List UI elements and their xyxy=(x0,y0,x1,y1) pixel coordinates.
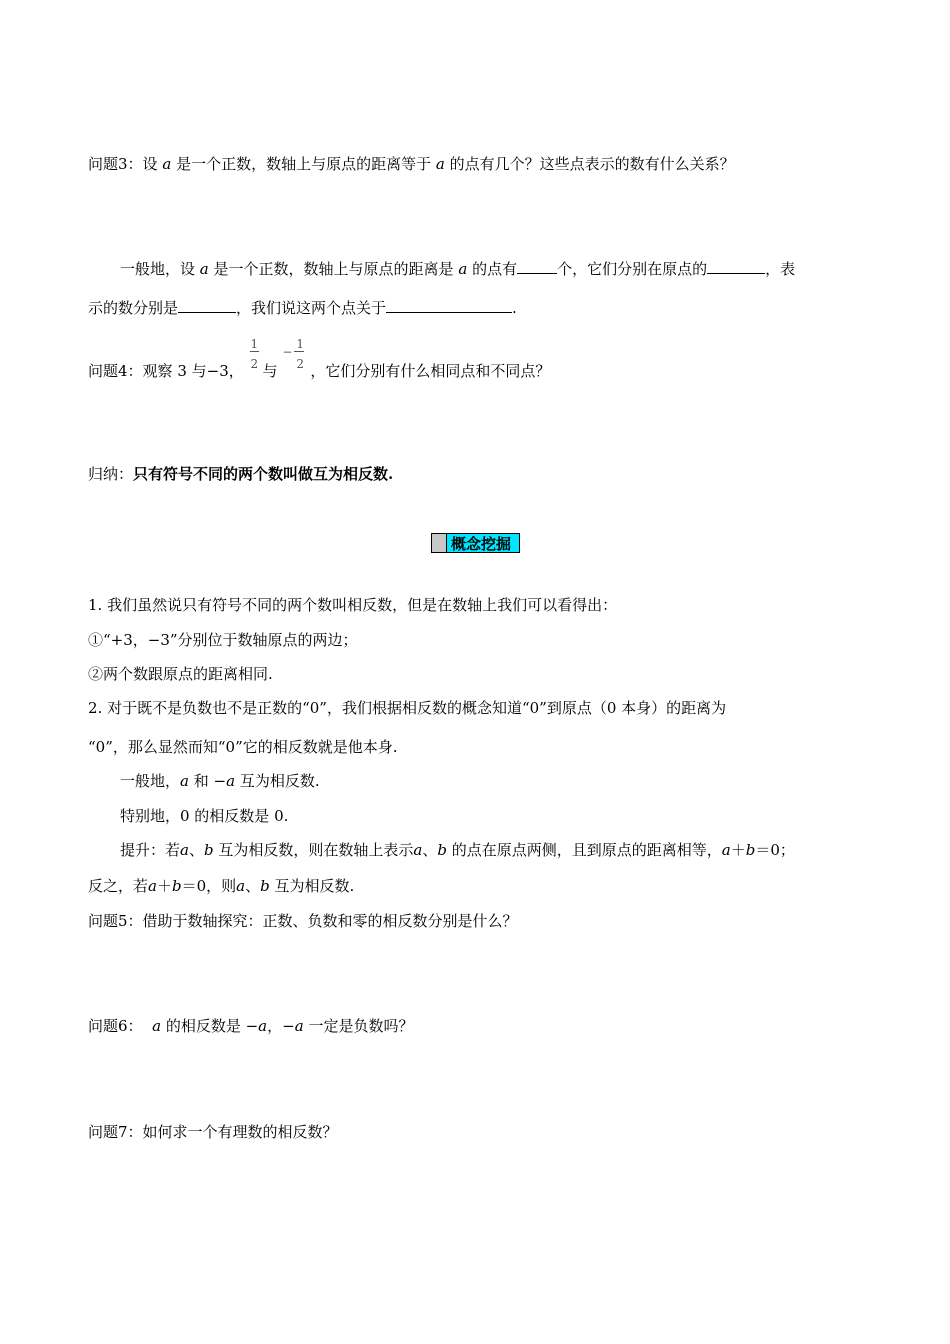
question-label: 问题5： xyxy=(88,912,143,930)
point-1a: ①“+3，−3”分别位于数轴原点的两边； xyxy=(88,631,358,649)
point-2-line1: 2. 对于既不是负数也不是正数的“0”，我们根据相反数的概念知道“0”到原点（0 本身）的距离为 xyxy=(88,699,727,717)
question-label: 问题4： xyxy=(88,362,143,380)
question-7: 问题7：如何求一个有理数的相反数？ xyxy=(88,1123,338,1141)
point-1b: ②两个数跟原点的距离相同. xyxy=(88,665,273,683)
section-title: 概念挖掘 xyxy=(451,534,512,553)
fraction-negative-one-half: − 1 2 xyxy=(282,337,304,371)
rule-zero: 特别地，0 的相反数是 0. xyxy=(120,807,289,825)
rule-extension-line2: 反之，若a＋b＝0，则a、b 互为相反数. xyxy=(88,877,355,895)
fill-blank[interactable] xyxy=(707,259,765,274)
fraction-one-half: $\frac{1}{2}$ xyxy=(250,337,259,371)
fill-blank[interactable] xyxy=(517,259,557,274)
summary-label: 归纳： xyxy=(88,465,134,483)
question-4: 问题4：观察 3 与−3， $\frac{1}{2}$ 与 − 1 2 ，它们分别有什么相同点和不同点？ xyxy=(88,337,551,380)
question-6: 问题6： a 的相反数是 −a，−a 一定是负数吗？ xyxy=(88,1017,414,1035)
section-banner xyxy=(431,533,520,553)
summary-text: 只有符号不同的两个数叫做互为相反数. xyxy=(133,465,394,483)
question-3: 问题3：设 a 是一个正数，数轴上与原点的距离等于 a 的点有几个？这些点表示的数有什么关系？ xyxy=(88,155,735,173)
question-label: 问题6： xyxy=(88,1017,143,1035)
banner-swatch xyxy=(432,534,447,552)
question-label: 问题3： xyxy=(88,155,143,173)
rule-extension-line1: 提升：若a、b 互为相反数，则在数轴上表示a、b 的点在原点两侧，且到原点的距离相等，a＋b＝0； xyxy=(120,841,795,859)
general-statement-line1: 一般地，设 a 是一个正数，数轴上与原点的距离是 a 的点有 个，它们分别在原点的 ，表 xyxy=(120,260,796,278)
summary xyxy=(88,464,393,484)
fill-blank[interactable] xyxy=(386,298,512,313)
point-2-line2: “0”，那么显然而知“0”它的相反数就是他本身. xyxy=(88,738,398,756)
fill-blank[interactable] xyxy=(178,298,236,313)
question-5: 问题5：借助于数轴探究：正数、负数和零的相反数分别是什么？ xyxy=(88,912,518,930)
rule-opposite: 一般地，a 和 −a 互为相反数. xyxy=(120,772,320,790)
question-label: 问题7： xyxy=(88,1123,143,1141)
general-statement-line2: 示的数分别是 ，我们说这两个点关于 . xyxy=(88,299,517,317)
point-1: 1. 我们虽然说只有符号不同的两个数叫相反数，但是在数轴上我们可以看得出： xyxy=(88,596,618,614)
